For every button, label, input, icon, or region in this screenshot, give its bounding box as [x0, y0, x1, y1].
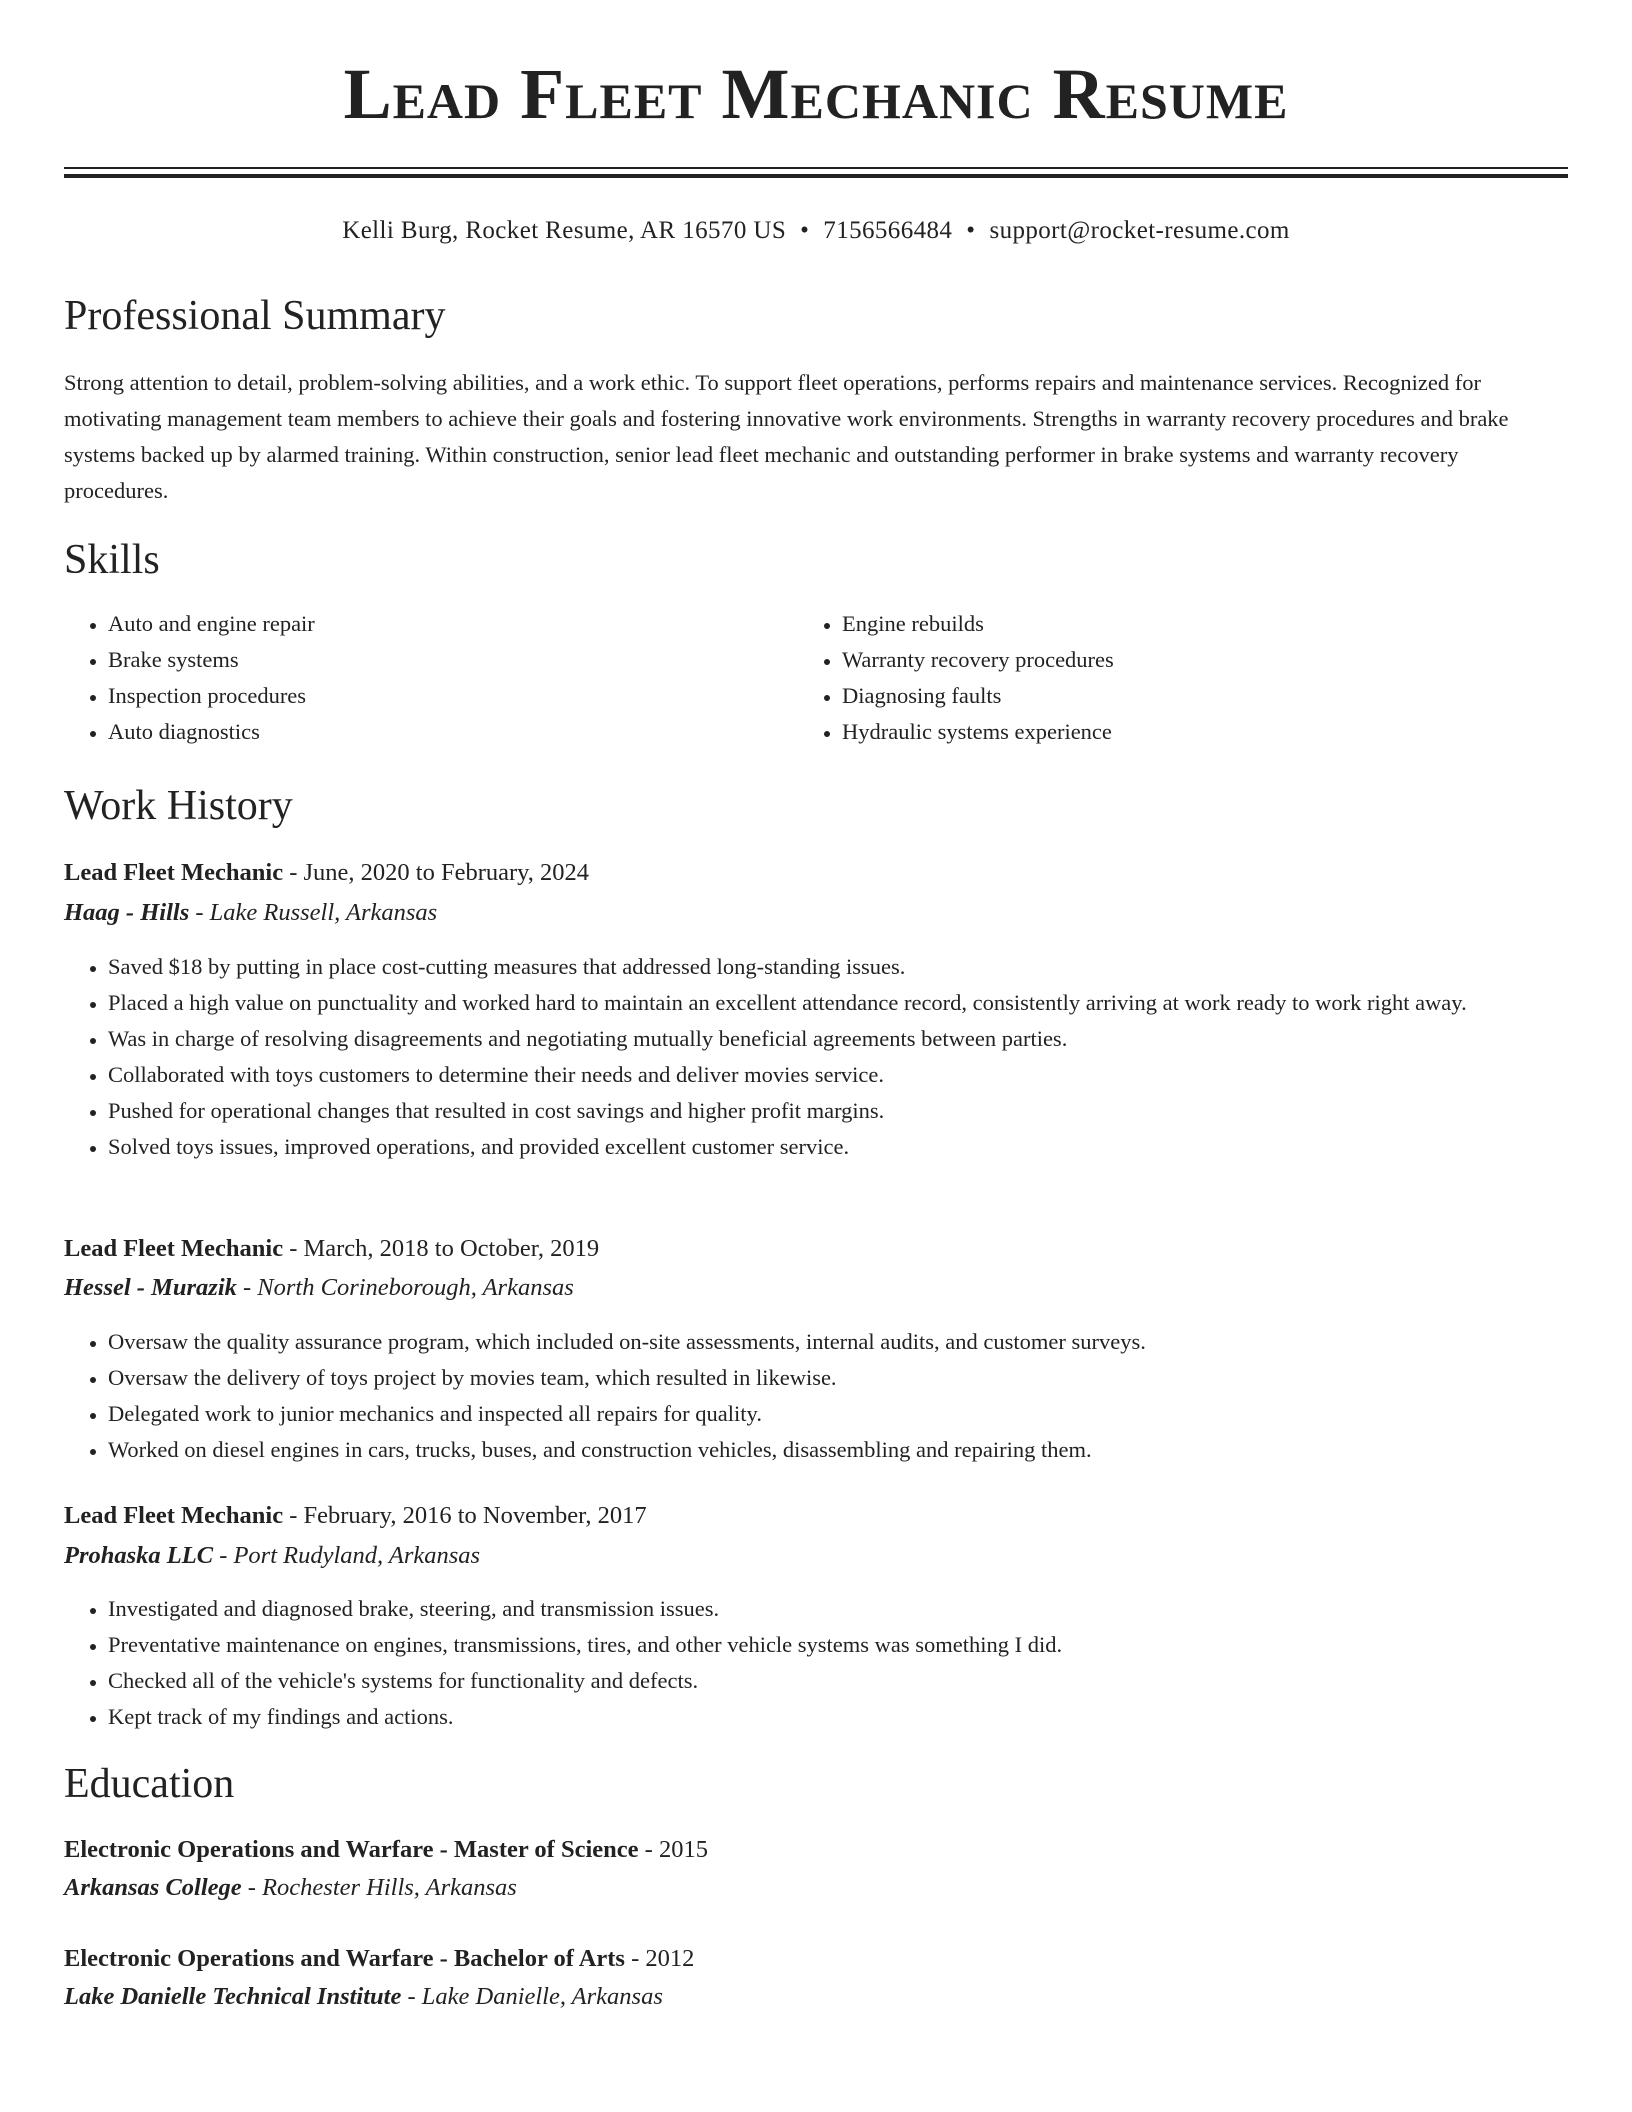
title-divider-thick: [64, 174, 1568, 178]
job-employer: [64, 1272, 574, 1304]
education-institution: [64, 1981, 663, 2013]
job-header: [64, 857, 589, 889]
skills-heading: Skills: [64, 537, 160, 583]
skill-item: • Auto and engine repair: [108, 606, 808, 642]
resume-title: Lead Fleet Mechanic Resume: [343, 54, 1289, 134]
job-dates: - March, 2018 to October, 2019: [283, 1235, 600, 1262]
contact-phone: 7156566484: [823, 217, 953, 244]
job-bullet: • Was in charge of resolving disagreements and negotiating mutually beneficial agreements between parties.: [108, 1021, 1612, 1057]
job-bullets: [64, 949, 1612, 1165]
job-bullet: • Kept track of my findings and actions.: [108, 1699, 1612, 1735]
contact-address: Kelli Burg, Rocket Resume, AR 16570 US: [342, 217, 787, 244]
skills-list-left: [64, 606, 808, 750]
job-title: Lead Fleet Mechanic: [64, 859, 284, 886]
job-header: [64, 1500, 647, 1532]
education-degree: Electronic Operations and Warfare - Bachelor of Arts: [64, 1945, 625, 1972]
job-location: - Port Rudyland, Arkansas: [213, 1542, 481, 1569]
job-company: Haag - Hills: [64, 899, 190, 926]
summary-heading: Professional Summary: [64, 293, 446, 339]
skills-list-right: [798, 606, 1542, 750]
education-year: - 2012: [624, 1945, 695, 1972]
skill-item: • Inspection procedures: [108, 678, 808, 714]
education-header: [64, 1834, 708, 1866]
skill-item: • Brake systems: [108, 642, 808, 678]
education-location: - Lake Danielle, Arkansas: [401, 1983, 663, 2010]
job-bullets: [64, 1591, 1612, 1735]
job-location: - Lake Russell, Arkansas: [189, 899, 438, 926]
job-company: Prohaska LLC: [64, 1542, 214, 1569]
job-company: Hessel - Murazik: [64, 1274, 237, 1301]
contact-email: support@rocket-resume.com: [989, 217, 1290, 244]
job-bullet: • Saved $18 by putting in place cost-cutting measures that addressed long-standing issues.: [108, 949, 1612, 985]
job-bullet: • Collaborated with toys customers to determine their needs and deliver movies service.: [108, 1057, 1612, 1093]
skill-item: • Diagnosing faults: [842, 678, 1542, 714]
job-bullet: • Placed a high value on punctuality and worked hard to maintain an excellent attendance record, consistently arriving at work ready to work right away.: [108, 985, 1612, 1021]
skill-item: • Hydraulic systems experience: [842, 714, 1542, 750]
contact-line: [64, 215, 1568, 247]
job-bullet: • Oversaw the quality assurance program, which included on-site assessments, internal audits, and customer surveys.: [108, 1324, 1612, 1360]
education-institution: [64, 1872, 517, 1904]
education-degree: Electronic Operations and Warfare - Master of Science: [64, 1836, 639, 1863]
education-header: [64, 1943, 694, 1975]
job-title: Lead Fleet Mechanic: [64, 1502, 284, 1529]
education-year: - 2015: [638, 1836, 708, 1863]
education-school: Arkansas College: [64, 1874, 242, 1901]
job-bullet: • Oversaw the delivery of toys project by movies team, which resulted in likewise.: [108, 1360, 1612, 1396]
education-location: - Rochester Hills, Arkansas: [241, 1874, 517, 1901]
job-bullet: • Pushed for operational changes that resulted in cost savings and higher profit margins.: [108, 1093, 1612, 1129]
job-employer: [64, 897, 437, 929]
skill-item: • Engine rebuilds: [842, 606, 1542, 642]
job-location: - North Corineborough, Arkansas: [236, 1274, 574, 1301]
job-header: [64, 1233, 599, 1265]
job-bullets: [64, 1324, 1612, 1468]
job-bullet: • Solved toys issues, improved operations, and provided excellent customer service.: [108, 1129, 1612, 1165]
skill-item: • Warranty recovery procedures: [842, 642, 1542, 678]
work-history-heading: Work History: [64, 783, 293, 829]
contact-separator: •: [966, 217, 976, 244]
education-heading: Education: [64, 1761, 235, 1807]
job-title: Lead Fleet Mechanic: [64, 1235, 284, 1262]
job-bullet: • Investigated and diagnosed brake, steering, and transmission issues.: [108, 1591, 1612, 1627]
job-dates: - February, 2016 to November, 2017: [283, 1502, 647, 1529]
education-school: Lake Danielle Technical Institute: [64, 1983, 402, 2010]
job-bullet: • Preventative maintenance on engines, transmissions, tires, and other vehicle systems was something I did.: [108, 1627, 1612, 1663]
job-bullet: • Checked all of the vehicle's systems for functionality and defects.: [108, 1663, 1612, 1699]
title-divider-thin: [64, 167, 1568, 169]
summary-text: Strong attention to detail, problem-solving abilities, and a work ethic. To support fleet operations, performs repairs and maintenance services. Recognized for motivating management team members to achieve their goals and fostering innovative work environments. Strengths in warranty recovery procedures and brake systems backed up by alarmed training. Within construction, senior lead fleet mechanic and outstanding performer in brake systems and warranty recovery procedures.: [64, 370, 1509, 503]
job-employer: [64, 1540, 480, 1572]
skill-item: • Auto diagnostics: [108, 714, 808, 750]
job-dates: - June, 2020 to February, 2024: [283, 859, 590, 886]
job-bullet: • Worked on diesel engines in cars, trucks, buses, and construction vehicles, disassembling and repairing them.: [108, 1432, 1612, 1468]
job-bullet: • Delegated work to junior mechanics and inspected all repairs for quality.: [108, 1396, 1612, 1432]
contact-separator: •: [800, 217, 810, 244]
